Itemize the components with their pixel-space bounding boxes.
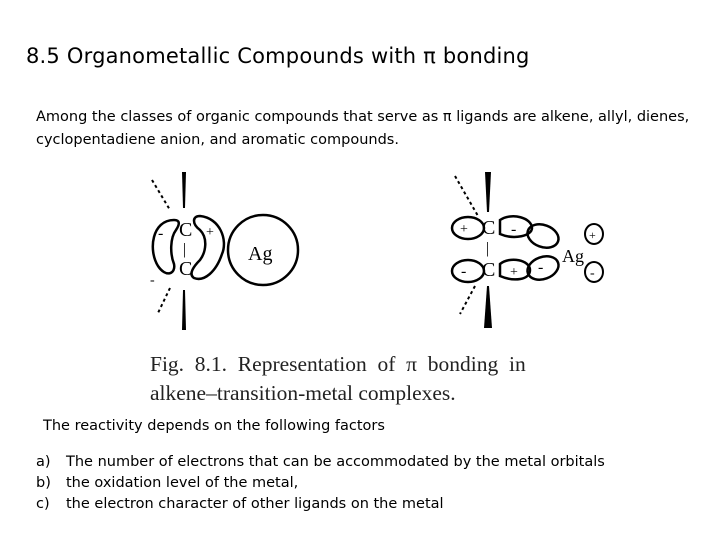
- intro-paragraph: Among the classes of organic compounds that serve as π ligands are alkene, allyl, dienes, cyclopentadiene anion, and aromatic compounds.: [36, 109, 690, 148]
- list-item-text: the oxidation level of the metal,: [66, 475, 299, 491]
- right-diagram: [452, 172, 603, 328]
- right-metal: Ag: [562, 246, 584, 266]
- list-item-text: The number of electrons that can be accommodated by the metal orbitals: [66, 454, 605, 470]
- figure-caption: [150, 350, 620, 408]
- list-item-text: the electron character of other ligands on the metal: [66, 496, 444, 512]
- caption-line-2: alkene–transition-metal complexes.: [150, 381, 456, 405]
- right-bond: |: [486, 240, 490, 257]
- list-marker: b): [36, 475, 51, 491]
- svg-text:-: -: [150, 273, 155, 288]
- svg-text:-: -: [461, 263, 467, 280]
- svg-text:-: -: [158, 225, 164, 242]
- left-diagram: [150, 172, 298, 330]
- left-c-top: C: [179, 219, 193, 241]
- list-marker: a): [36, 454, 51, 470]
- svg-text:-: -: [538, 259, 544, 276]
- list-item: [36, 494, 605, 515]
- svg-text:+: +: [206, 225, 214, 240]
- svg-text:+: +: [510, 265, 518, 280]
- pi-bonding-figure: [130, 168, 630, 348]
- reactivity-heading: The reactivity depends on the following factors: [43, 418, 385, 434]
- list-marker: c): [36, 496, 50, 512]
- right-c-top: C: [482, 217, 496, 239]
- svg-text:+: +: [460, 222, 468, 237]
- svg-text:-: -: [590, 266, 595, 281]
- list-item: [36, 452, 605, 473]
- slide-title: 8.5 Organometallic Compounds with π bonding: [26, 44, 530, 68]
- svg-text:-: -: [511, 221, 517, 238]
- left-c-bottom: C: [179, 258, 193, 280]
- list-item: [36, 473, 605, 494]
- svg-text:+: +: [589, 228, 596, 242]
- right-c-bottom: C: [482, 259, 496, 281]
- left-metal: Ag: [248, 243, 273, 265]
- left-bond: |: [183, 241, 187, 258]
- factor-list: [36, 452, 605, 515]
- caption-line-1: Fig. 8.1. Representation of π bonding in: [150, 352, 526, 376]
